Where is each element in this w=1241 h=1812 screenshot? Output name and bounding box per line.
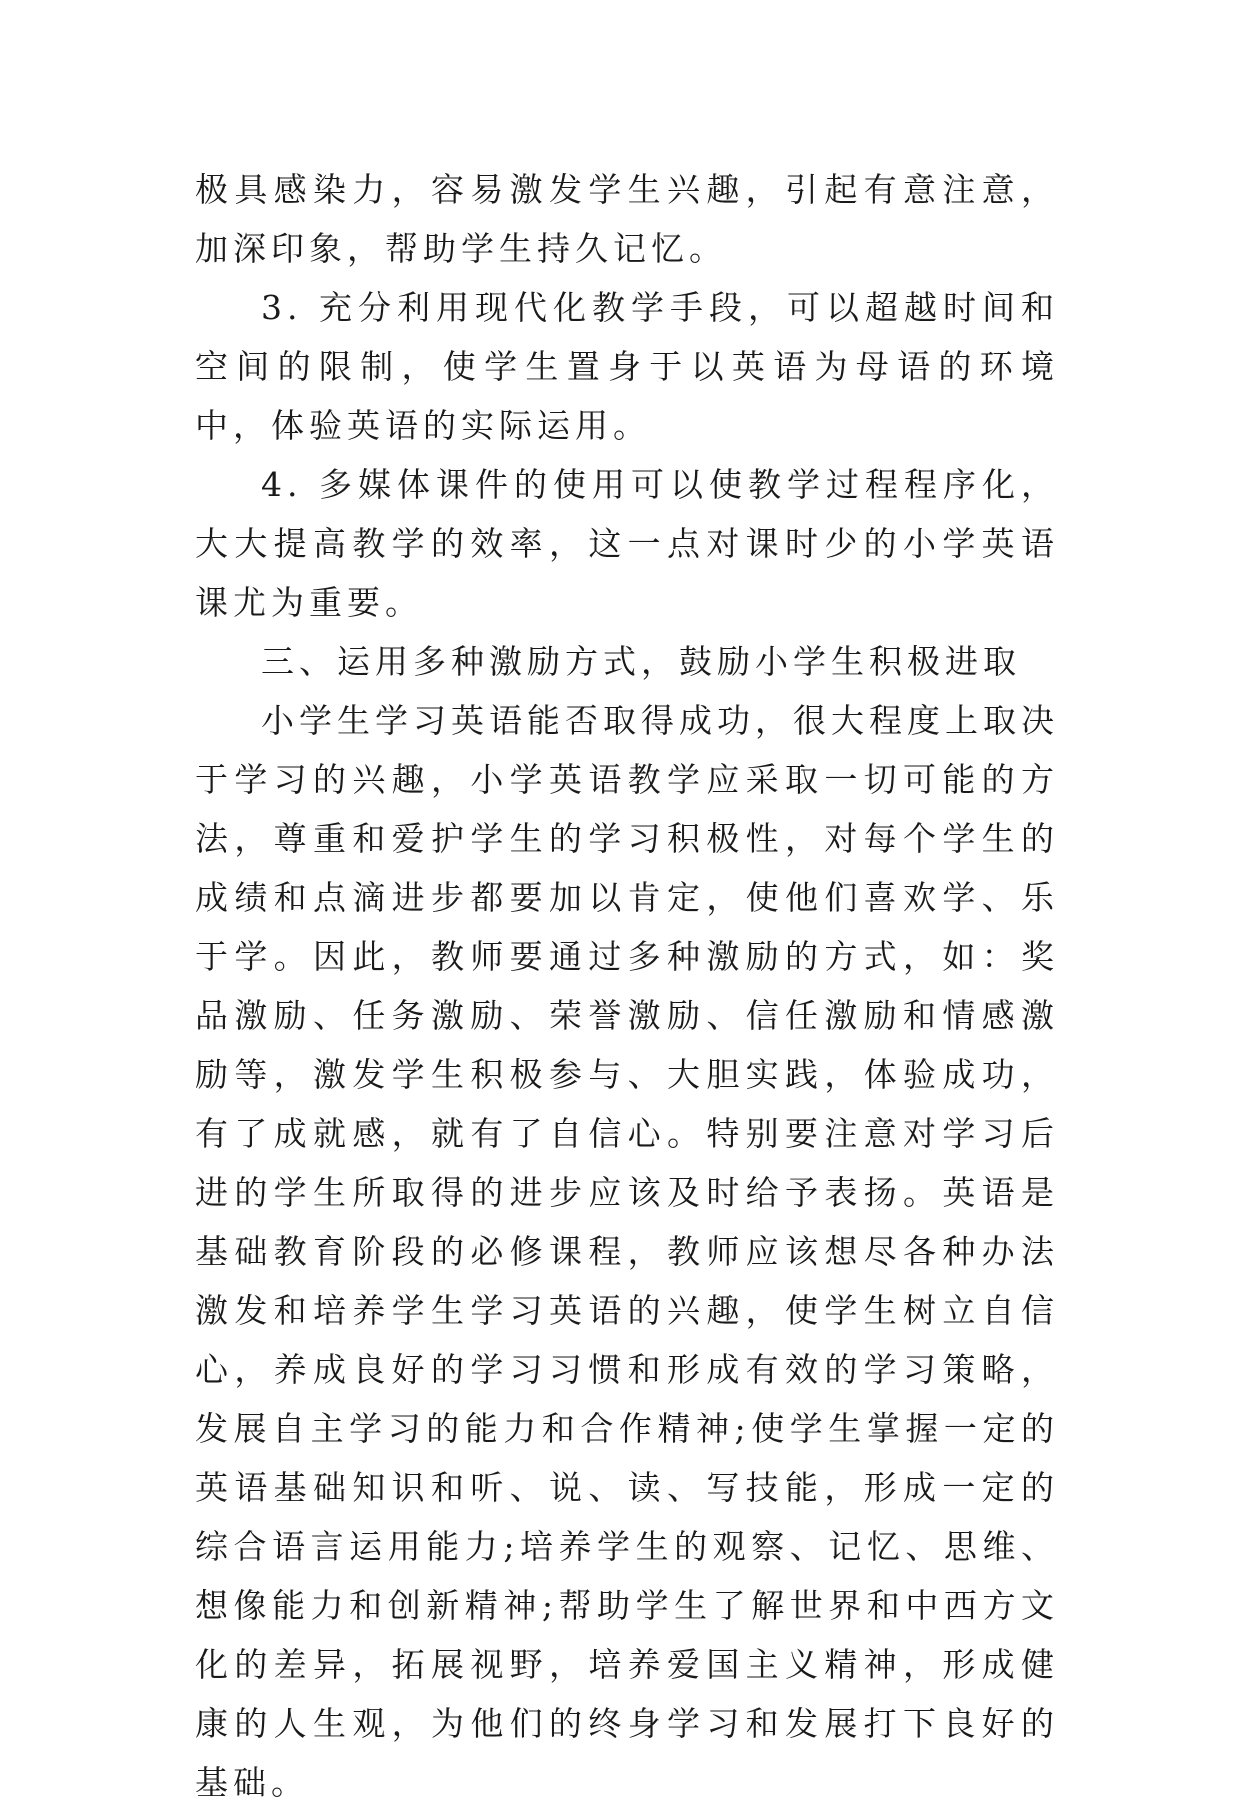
paragraph-body: 小学生学习英语能否取得成功，很大程度上取决于学习的兴趣，小学英语教学应采取一切可能的方法，尊重和爱护学生的学习积极性，对每个学生的成绩和点滴进步都要加以肯定，使他们喜欢学、乐于学。因此，教师要通过多种激励的方式，如：奖品激励、任务激励、荣誉激励、信任激励和情感激励等，激发学生积极参与、大胆实践，体验成功，有了成就感，就有了自信心。特别要注意对学习后进的学生所取得的进步应该及时给予表扬。英语是基础教育阶段的必修课程，教师应该想尽各种办法激发和培养学生学习英语的兴趣，使学生树立自信心，养成良好的学习习惯和形成有效的学习策略，发展自主学习的能力和合作精神;使学生掌握一定的英语基础知识和听、说、读、写技能，形成一定的综合语言运用能力;培养学生的观察、记忆、思维、想像能力和创新精神;帮助学生了解世界和中西方文化的差异，拓展视野，培养爱国主义精神，形成健康的人生观，为他们的终身学习和发展打下良好的基础。 — [195, 701, 1059, 1802]
paragraph-continuation: 极具感染力，容易激发学生兴趣，引起有意注意，加深印象，帮助学生持久记忆。 — [195, 170, 1059, 268]
document-body — [195, 160, 1059, 1812]
paragraph-item-4: 4. 多媒体课件的使用可以使教学过程程序化，大大提高教学的效率，这一点对课时少的小学英语课尤为重要。 — [195, 465, 1059, 622]
paragraph-item-3: 3. 充分利用现代化教学手段，可以超越时间和空间的限制，使学生置身于以英语为母语的环境中，体验英语的实际运用。 — [195, 288, 1059, 445]
section-heading: 三、运用多种激励方式，鼓励小学生积极进取 — [261, 642, 1021, 681]
